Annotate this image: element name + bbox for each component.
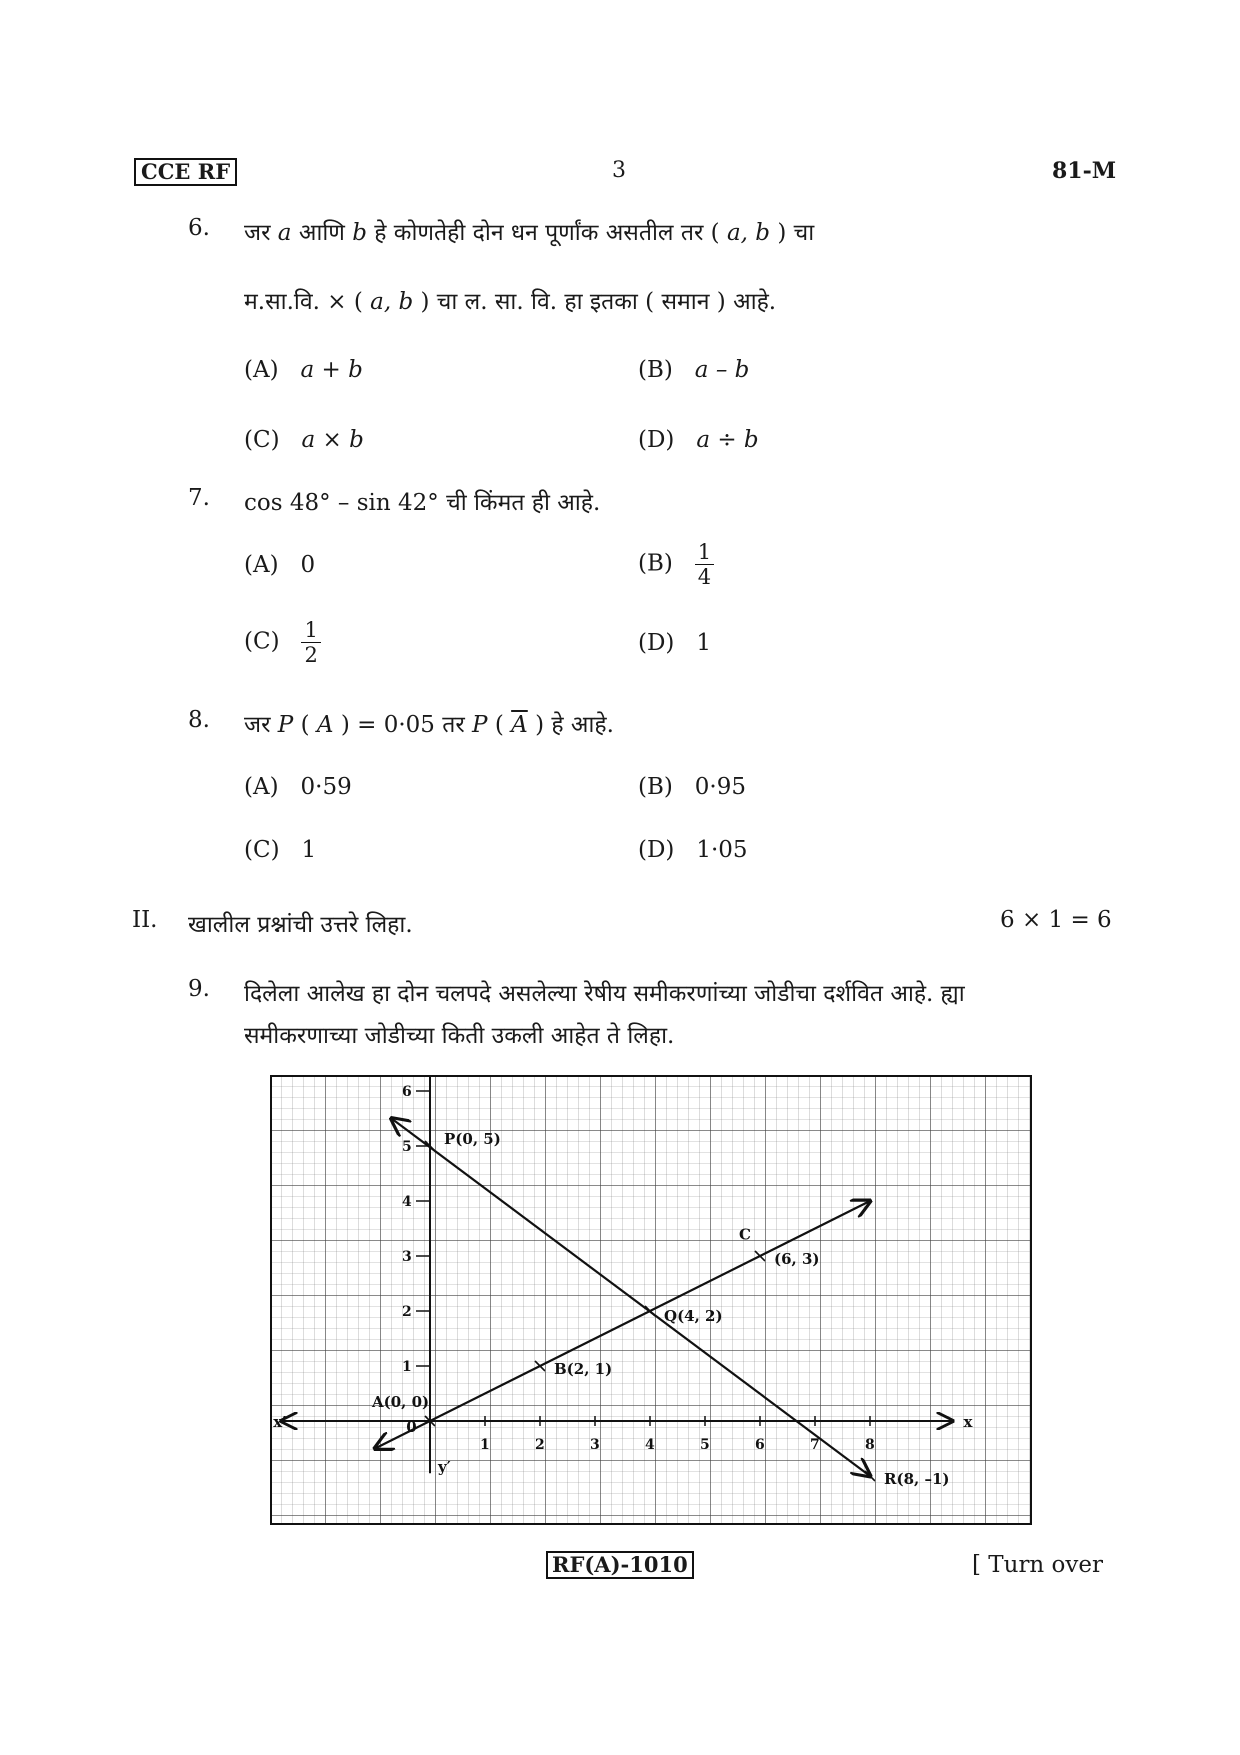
booklet-code: RF(A)-1010	[546, 1551, 694, 1579]
q7-option-c: (C) $\frac{1}{2}$	[244, 618, 321, 667]
q7-number: 7.	[188, 485, 210, 511]
y-neg-label: y′	[438, 1458, 451, 1476]
section-title: खालील प्रश्नांची उत्तरे लिहा.	[188, 912, 413, 938]
point-label: R(8, –1)	[884, 1470, 950, 1488]
q7-option-d: (D) 1	[638, 630, 711, 656]
complement-a: $\overline{A}$	[511, 712, 528, 738]
point-label: (6, 3)	[774, 1250, 820, 1268]
x-tick-label: 1	[480, 1437, 490, 1453]
y-tick-label: 3	[402, 1249, 412, 1265]
y-tick-label: 4	[402, 1194, 412, 1210]
q6-option-d: (D) a ÷ b	[638, 427, 759, 453]
section-number: II.	[132, 907, 158, 933]
graph-paper	[270, 1075, 1032, 1525]
q9-number: 9.	[188, 976, 210, 1002]
q9-line1: दिलेला आलेख हा दोन चलपदे असलेल्या रेषीय समीकरणांच्या जोडीचा दर्शवित आहे. ह्या	[244, 981, 965, 1007]
subject-code: 81-M	[1052, 158, 1117, 184]
x-neg-label: x′	[273, 1413, 287, 1431]
q8-option-b: (B) 0·95	[638, 774, 747, 800]
y-tick-label: 6	[402, 1084, 412, 1100]
x-tick-label: 5	[700, 1437, 710, 1453]
q9-line2: समीकरणाच्या जोडीच्या किती उकली आहेत ते लिहा.	[244, 1023, 675, 1049]
fraction-one-quarter: $\frac{1}{4}$	[695, 540, 714, 589]
q8-text: जर P ( A ) = 0·05 तर P ( $\overline{A}$ ) हे आहे.	[244, 712, 614, 738]
q6-line2: म.सा.वि. × ( a, b ) चा ल. सा. वि. हा इतका ( समान ) आहे.	[244, 289, 777, 315]
q7-option-a: (A) 0	[244, 552, 316, 578]
x-tick-label: 7	[810, 1437, 820, 1453]
q8-option-a: (A) 0·59	[244, 774, 352, 800]
point-label: P(0, 5)	[444, 1130, 501, 1148]
x-tick-label: 4	[645, 1437, 655, 1453]
q7-option-b: (B) $\frac{1}{4}$	[638, 540, 714, 589]
point-label: Q(4, 2)	[664, 1307, 723, 1325]
fraction-one-half: $\frac{1}{2}$	[301, 618, 320, 667]
q7-text: cos 48° – sin 42° ची किंमत ही आहे.	[244, 490, 601, 516]
q6-number: 6.	[188, 215, 210, 241]
point-label: B(2, 1)	[554, 1360, 613, 1378]
paper-code-box: CCE RF	[134, 158, 237, 186]
q8-number: 8.	[188, 707, 210, 733]
q8-option-d: (D) 1·05	[638, 837, 748, 863]
x-axis-label: x	[963, 1413, 973, 1431]
graph-figure	[270, 1075, 1032, 1529]
x-tick-label: 8	[865, 1437, 875, 1453]
annotation-label: C	[739, 1225, 751, 1244]
x-tick-label: 2	[535, 1437, 545, 1453]
q8-option-c: (C) 1	[244, 837, 317, 863]
q6-option-b: (B) a – b	[638, 357, 750, 383]
q6-option-a: (A) a + b	[244, 357, 363, 383]
x-tick-label: 3	[590, 1437, 600, 1453]
q6-line1: जर a आणि b हे कोणतेही दोन धन पूर्णांक असतील तर ( a, b ) चा	[244, 220, 815, 246]
y-tick-label: 1	[402, 1359, 412, 1375]
q6-option-c: (C) a × b	[244, 427, 364, 453]
section-marks: 6 × 1 = 6	[1000, 907, 1112, 933]
x-tick-label: 6	[755, 1437, 765, 1453]
annotation-label: 0	[406, 1418, 417, 1436]
page-number: 3	[612, 158, 626, 183]
y-tick-label: 5	[402, 1139, 412, 1155]
y-tick-label: 2	[402, 1304, 412, 1320]
turn-over-note: [ Turn over	[972, 1552, 1104, 1578]
point-label: A(0, 0)	[372, 1393, 430, 1411]
